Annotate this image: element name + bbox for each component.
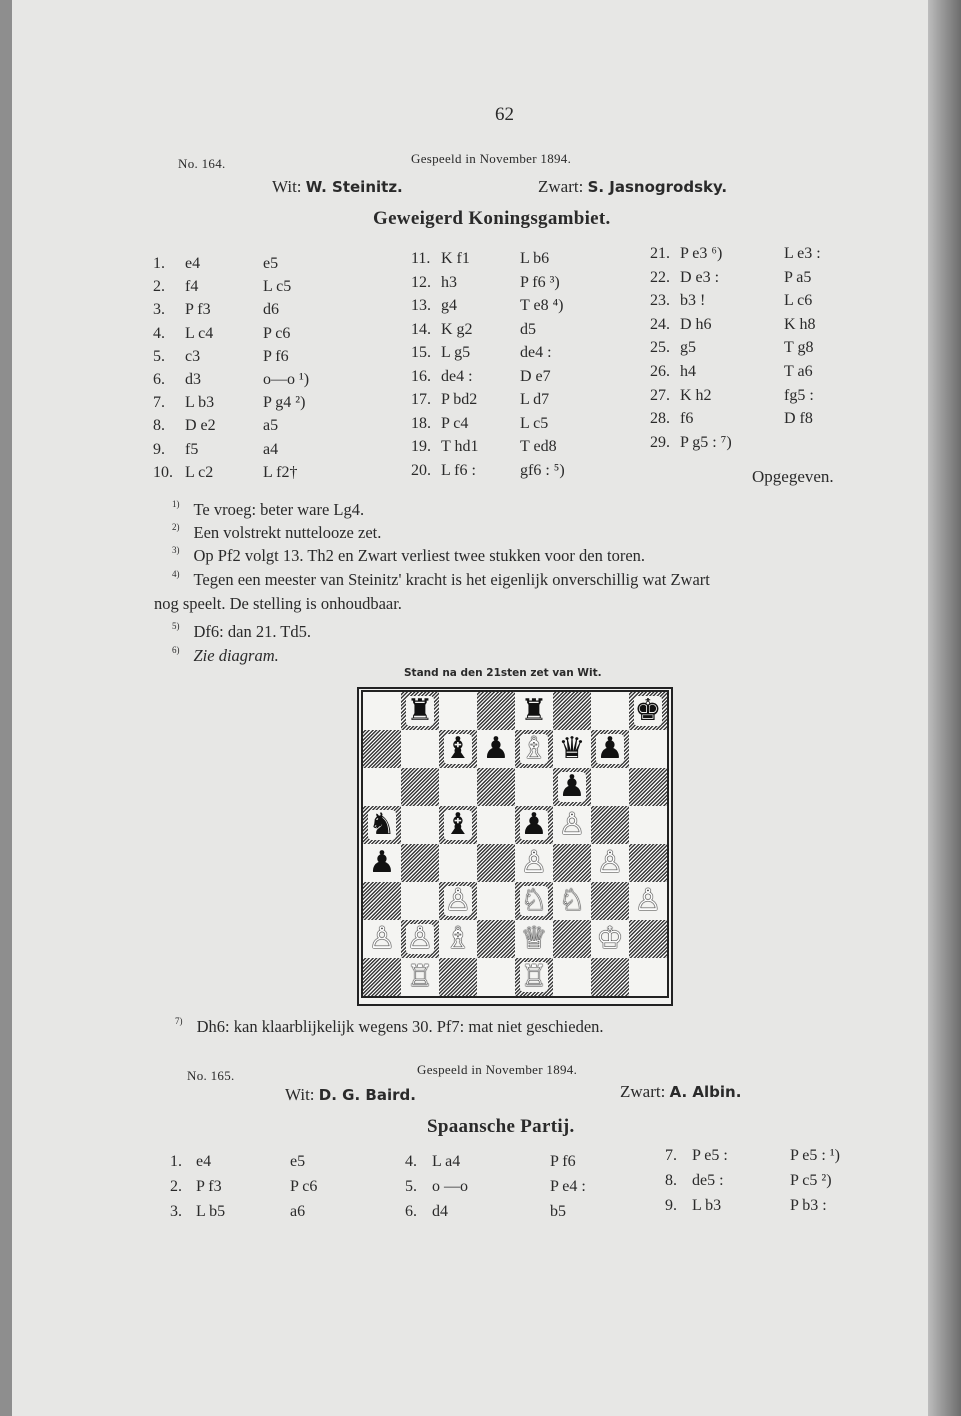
white-move: L b3 — [185, 394, 215, 412]
white-player-name: W. Steinitz. — [305, 178, 403, 196]
footnote — [154, 594, 402, 614]
move-number: 28. — [650, 410, 670, 428]
white-pawn-icon: ♙ — [406, 921, 434, 956]
white-move: e4 — [196, 1153, 212, 1170]
board-square — [629, 882, 667, 920]
game1-opening-title: Geweigerd Koningsgambiet. — [373, 208, 611, 229]
white-move: P c4 — [441, 414, 469, 432]
white-rook-icon: ♖ — [406, 959, 434, 994]
black-label: Zwart: — [538, 177, 584, 196]
move-number: 15. — [411, 344, 431, 361]
board-square — [439, 844, 477, 882]
move-number: 2. — [153, 278, 165, 296]
black-move: L b6 — [520, 250, 550, 267]
move-number: 4. — [153, 324, 165, 342]
board-square — [515, 730, 553, 768]
white-move: L f6 : — [441, 461, 476, 479]
black-move: T a6 — [784, 363, 813, 380]
white-rook-icon: ♖ — [520, 959, 548, 994]
black-player-name: A. Albin. — [669, 1083, 742, 1101]
board-square — [629, 844, 667, 882]
board-square — [401, 920, 439, 958]
board-square — [401, 692, 439, 730]
note-text: Df6: dan 21. Td5. — [193, 622, 311, 641]
board-square — [553, 844, 591, 882]
board-square — [439, 806, 477, 844]
move-number: 16. — [411, 367, 431, 385]
board-square — [629, 958, 667, 996]
move-number: 29. — [650, 433, 670, 451]
board-square — [553, 768, 591, 806]
white-move: f5 — [185, 440, 199, 458]
black-move: a4 — [263, 440, 279, 458]
board-square — [591, 730, 629, 768]
move-number: 17. — [411, 391, 431, 408]
chess-diagram — [361, 690, 669, 998]
black-move: b5 — [550, 1203, 566, 1220]
black-move: K h8 — [784, 315, 816, 333]
board-square — [477, 730, 515, 768]
footnote — [172, 646, 279, 666]
board-square — [401, 806, 439, 844]
white-move: b3 ! — [680, 292, 706, 310]
white-knight-icon: ♘ — [558, 883, 586, 918]
move-number: 21. — [650, 245, 670, 262]
black-move: fg5 : — [784, 386, 814, 404]
move-number: 24. — [650, 315, 670, 333]
white-move: g4 — [441, 297, 457, 314]
black-label: Zwart: — [620, 1082, 666, 1101]
move-number: 6. — [153, 371, 165, 388]
game1-played: Gespeeld in November 1894. — [411, 151, 572, 166]
board-square — [591, 692, 629, 730]
board-square — [401, 768, 439, 806]
board-square — [439, 958, 477, 996]
board-square — [553, 920, 591, 958]
white-move: P g5 : ⁷) — [680, 433, 732, 451]
white-move: D h6 — [680, 315, 712, 333]
move-number: 6. — [405, 1203, 417, 1220]
white-move: D e3 : — [680, 268, 720, 286]
black-move: P c6 — [263, 324, 291, 342]
board-square — [439, 692, 477, 730]
game1-number: No. 164. — [178, 156, 226, 171]
note-ref: 2) — [172, 521, 180, 532]
white-move: f4 — [185, 278, 199, 296]
note-text: Zie diagram. — [193, 646, 279, 665]
board-square — [515, 768, 553, 806]
board-square — [363, 882, 401, 920]
footnote — [172, 546, 645, 566]
move-number: 9. — [665, 1197, 677, 1214]
black-move: P f6 — [263, 347, 289, 365]
board-square — [515, 806, 553, 844]
white-pawn-icon: ♙ — [444, 883, 472, 918]
white-move: h3 — [441, 273, 457, 291]
board-square — [553, 692, 591, 730]
white-player-name: D. G. Baird. — [318, 1086, 416, 1104]
board-square — [591, 882, 629, 920]
board-square — [439, 882, 477, 920]
move-number: 3. — [153, 301, 165, 319]
game2-number: No. 165. — [187, 1068, 235, 1083]
white-queen-icon: ♕ — [520, 921, 548, 956]
move-number: 20. — [411, 461, 431, 479]
note-7 — [175, 1017, 604, 1037]
move-number: 10. — [153, 463, 173, 481]
black-move: P a5 — [784, 268, 812, 286]
board-square — [553, 958, 591, 996]
black-bishop-icon: ♝ — [444, 731, 472, 766]
move-number: 19. — [411, 438, 431, 455]
board-square — [363, 844, 401, 882]
black-move: o—o ¹) — [263, 371, 310, 388]
note-text: Dh6: kan klaarblijkelijk wegens 30. Pf7: mat niet geschieden. — [196, 1017, 604, 1036]
black-move: e5 — [263, 255, 279, 272]
move-number: 1. — [170, 1153, 182, 1170]
footnote — [172, 523, 381, 543]
black-move: gf6 : ⁵) — [520, 461, 565, 479]
board-square — [629, 920, 667, 958]
game2-opening-title: Spaansche Partij. — [427, 1116, 575, 1137]
white-move: de5 : — [692, 1172, 724, 1189]
move-number: 7. — [665, 1147, 677, 1164]
black-rook-icon: ♜ — [520, 693, 548, 728]
footnote — [172, 500, 364, 520]
black-move: P e5 : ¹) — [790, 1147, 840, 1164]
white-move: L b5 — [196, 1203, 226, 1220]
white-move: K h2 — [680, 386, 712, 404]
note-text: Te vroeg: beter ware Lg4. — [193, 500, 365, 519]
move-number: 5. — [405, 1178, 417, 1195]
white-move: P f3 — [196, 1178, 222, 1195]
black-bishop-icon: ♝ — [444, 807, 472, 842]
note-ref: 4) — [172, 568, 180, 579]
move-number: 2. — [170, 1178, 182, 1195]
note-text: Op Pf2 volgt 13. Th2 en Zwart verliest twee stukken voor den toren. — [193, 546, 646, 565]
page-edge — [928, 0, 961, 1416]
white-move: o —o — [432, 1178, 468, 1195]
black-move: P f6 ³) — [520, 273, 560, 291]
game1-result: Opgegeven. — [752, 467, 834, 486]
white-pawn-icon: ♙ — [558, 807, 586, 842]
black-move: e5 — [290, 1153, 306, 1170]
move-number: 7. — [153, 394, 165, 412]
black-queen-icon: ♛ — [558, 731, 586, 766]
white-move: L a4 — [432, 1153, 461, 1170]
board-square — [363, 806, 401, 844]
white-bishop-icon: ♗ — [444, 921, 472, 956]
black-pawn-icon: ♟ — [368, 845, 396, 880]
board-square — [515, 692, 553, 730]
white-pawn-icon: ♙ — [520, 845, 548, 880]
board-square — [591, 768, 629, 806]
white-move: L b3 — [692, 1197, 722, 1214]
black-king-icon: ♚ — [634, 693, 662, 728]
board-square — [363, 920, 401, 958]
white-label: Wit: — [272, 177, 302, 196]
game1-white — [272, 177, 403, 197]
white-move: d3 — [185, 371, 201, 388]
white-move: K f1 — [441, 250, 470, 267]
board-square — [629, 730, 667, 768]
white-move: P e5 : — [692, 1147, 728, 1164]
black-player-name: S. Jasnogrodsky. — [587, 178, 728, 196]
black-move: L d7 — [520, 391, 550, 408]
move-number: 4. — [405, 1153, 417, 1170]
black-move: P c6 — [290, 1178, 318, 1195]
black-move: a5 — [263, 417, 279, 435]
black-move: de4 : — [520, 344, 552, 361]
white-pawn-icon: ♙ — [634, 883, 662, 918]
board-square — [515, 920, 553, 958]
black-move: d5 — [520, 320, 536, 338]
note-ref: 3) — [172, 544, 180, 555]
note-text: nog speelt. De stelling is onhoudbaar. — [154, 594, 402, 613]
note-text: Tegen een meester van Steinitz' kracht is het eigenlijk onverschillig wat Zwart — [193, 570, 710, 589]
move-number: 25. — [650, 339, 670, 357]
footnote — [172, 570, 710, 590]
board-square — [629, 692, 667, 730]
move-number: 8. — [665, 1172, 677, 1189]
board-square — [363, 730, 401, 768]
board-square — [363, 692, 401, 730]
move-number: 5. — [153, 347, 165, 365]
black-move: P b3 : — [790, 1197, 827, 1214]
move-number: 3. — [170, 1203, 182, 1220]
white-label: Wit: — [285, 1085, 315, 1104]
note-ref: 1) — [172, 498, 180, 509]
note-ref: 6) — [172, 644, 180, 655]
board-square — [439, 730, 477, 768]
board-square — [591, 806, 629, 844]
black-move: T ed8 — [520, 438, 557, 455]
move-number: 1. — [153, 255, 165, 272]
white-move: D e2 — [185, 417, 216, 435]
page-number: 62 — [495, 104, 514, 125]
move-number: 22. — [650, 268, 670, 286]
white-move: de4 : — [441, 367, 473, 385]
black-move: T g8 — [784, 339, 814, 357]
white-move: P e3 ⁶) — [680, 245, 723, 262]
board-square — [591, 958, 629, 996]
board-square — [591, 920, 629, 958]
black-move: P c5 ²) — [790, 1172, 832, 1189]
black-pawn-icon: ♟ — [558, 769, 586, 804]
move-number: 13. — [411, 297, 431, 314]
black-move: L c6 — [784, 292, 813, 310]
board-square — [477, 806, 515, 844]
move-number: 23. — [650, 292, 670, 310]
white-move: f6 — [680, 410, 694, 428]
white-move: h4 — [680, 363, 696, 380]
move-number: 11. — [411, 250, 431, 267]
board-square — [439, 920, 477, 958]
game2-white — [285, 1085, 416, 1105]
black-move: T e8 ⁴) — [520, 297, 564, 314]
board-square — [629, 768, 667, 806]
board-square — [401, 730, 439, 768]
board-square — [629, 806, 667, 844]
board-square — [439, 768, 477, 806]
board-square — [401, 958, 439, 996]
board-square — [477, 920, 515, 958]
game2-played: Gespeeld in November 1894. — [417, 1062, 578, 1077]
white-move: c3 — [185, 347, 201, 365]
white-move: L c2 — [185, 463, 214, 481]
game1-black — [538, 177, 727, 197]
white-move: e4 — [185, 255, 201, 272]
board-square — [477, 844, 515, 882]
white-king-icon: ♔ — [596, 921, 624, 956]
white-move: P bd2 — [441, 391, 478, 408]
white-move: L c4 — [185, 324, 214, 342]
white-move: d4 — [432, 1203, 448, 1220]
board-square — [553, 882, 591, 920]
black-move: L e3 : — [784, 245, 821, 262]
board-square — [553, 730, 591, 768]
board-square — [553, 806, 591, 844]
board-square — [477, 768, 515, 806]
white-move: P f3 — [185, 301, 211, 319]
note-ref: 5) — [172, 620, 180, 631]
footnote — [172, 622, 311, 642]
move-number: 27. — [650, 386, 670, 404]
black-pawn-icon: ♟ — [596, 731, 624, 766]
black-rook-icon: ♜ — [406, 693, 434, 728]
board-square — [515, 958, 553, 996]
board-square — [477, 958, 515, 996]
board-square — [401, 882, 439, 920]
white-bishop-icon: ♗ — [520, 731, 548, 766]
note-ref: 7) — [175, 1015, 183, 1026]
board-square — [515, 882, 553, 920]
game2-black — [620, 1082, 741, 1102]
board-square — [477, 882, 515, 920]
move-number: 26. — [650, 363, 670, 380]
black-pawn-icon: ♟ — [482, 731, 510, 766]
board-square — [363, 958, 401, 996]
black-move: P f6 — [550, 1153, 576, 1170]
move-number: 9. — [153, 440, 165, 458]
board-square — [591, 844, 629, 882]
white-move: g5 — [680, 339, 696, 357]
board-square — [363, 768, 401, 806]
black-move: a6 — [290, 1203, 306, 1220]
black-move: d6 — [263, 301, 279, 319]
move-number: 12. — [411, 273, 431, 291]
black-knight-icon: ♞ — [368, 807, 396, 842]
move-number: 14. — [411, 320, 431, 338]
black-move: D f8 — [784, 410, 813, 428]
diagram-caption: Stand na den 21sten zet van Wit. — [404, 667, 602, 679]
black-move: D e7 — [520, 367, 551, 385]
black-move: L c5 — [520, 414, 549, 432]
board-square — [515, 844, 553, 882]
white-move: K g2 — [441, 320, 473, 338]
black-pawn-icon: ♟ — [520, 807, 548, 842]
move-number: 18. — [411, 414, 431, 432]
white-move: T hd1 — [441, 438, 479, 455]
note-text: Een volstrekt nuttelooze zet. — [193, 523, 382, 542]
move-number: 8. — [153, 417, 165, 435]
board-square — [477, 692, 515, 730]
black-move: L c5 — [263, 278, 292, 296]
white-pawn-icon: ♙ — [596, 845, 624, 880]
white-knight-icon: ♘ — [520, 883, 548, 918]
black-move: P g4 ²) — [263, 394, 306, 412]
white-pawn-icon: ♙ — [368, 921, 396, 956]
white-move: L g5 — [441, 344, 471, 361]
black-move: P e4 : — [550, 1178, 586, 1195]
black-move: L f2† — [263, 463, 298, 481]
board-square — [401, 844, 439, 882]
